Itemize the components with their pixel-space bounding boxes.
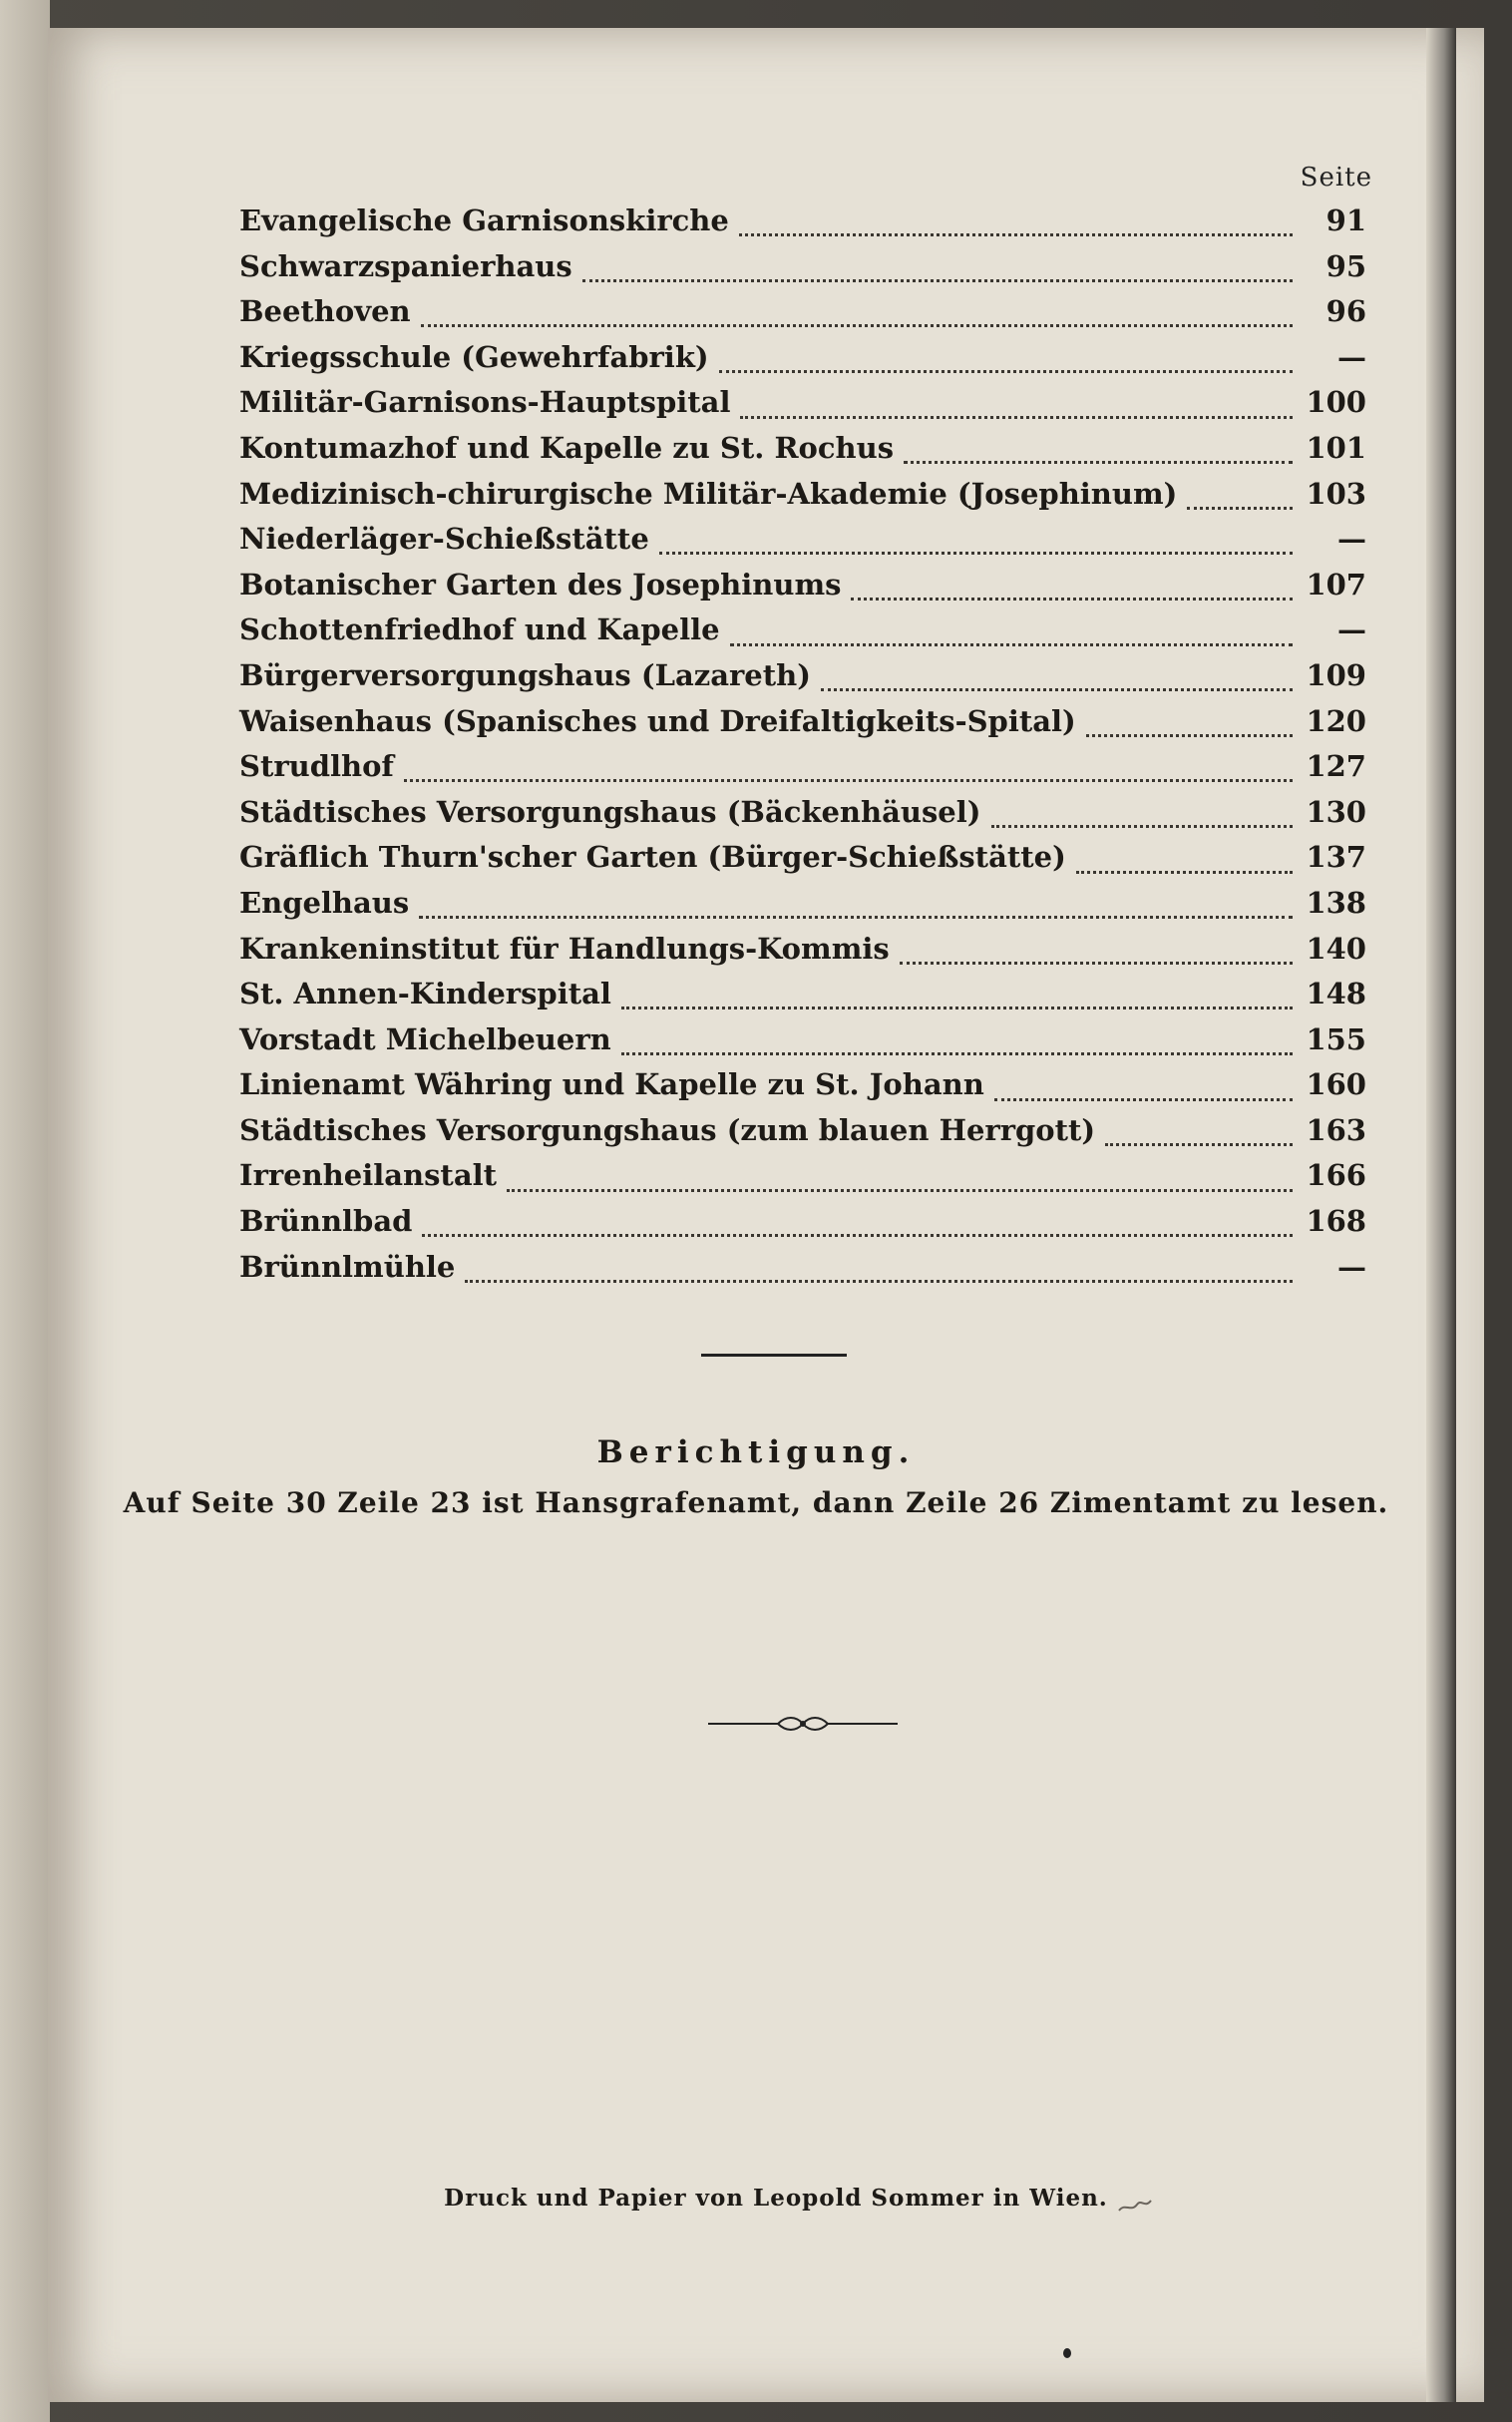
- toc-entry-title: Niederläger-Schießstätte: [239, 522, 649, 557]
- toc-entry-page: 155: [1306, 1021, 1366, 1056]
- toc-entry-title: Strudlhof: [239, 749, 394, 784]
- toc-entry: [239, 249, 1366, 295]
- leader-dots: [991, 807, 1294, 828]
- leader-dots: [507, 1171, 1293, 1192]
- toc-entry: [239, 1204, 1366, 1250]
- toc-entry-page: 107: [1306, 567, 1366, 602]
- leader-dots: [404, 761, 1293, 782]
- toc-entry-page: 120: [1306, 703, 1366, 738]
- toc-entry-title: Städtisches Versorgungshaus (Bäckenhäusel): [239, 794, 981, 829]
- leader-dots: [821, 670, 1293, 691]
- errata-heading: Berichtigung.: [596, 1434, 916, 1470]
- toc-entry-title: Evangelische Garnisonskirche: [239, 203, 729, 237]
- toc-entry-title: Beethoven: [239, 294, 411, 329]
- toc-entry: [239, 1250, 1366, 1296]
- toc-entry-title: Gräflich Thurn'scher Garten (Bürger-Schießstätte): [239, 840, 1066, 875]
- leader-dots: [1187, 489, 1293, 510]
- toc-entry: [239, 704, 1366, 750]
- toc-entry: [239, 658, 1366, 704]
- toc-entry-title: Linienamt Währing und Kapelle zu St. Johann: [239, 1067, 984, 1102]
- toc-entry-title: Kriegsschule (Gewehrfabrik): [239, 339, 709, 374]
- toc-entry: [239, 612, 1366, 658]
- toc-entry-page: 95: [1325, 248, 1366, 283]
- toc-entry-page: 168: [1306, 1204, 1366, 1239]
- toc-entry-page: 148: [1306, 977, 1366, 1011]
- toc-entry-page: 91: [1325, 203, 1366, 237]
- toc-entry-title: Kontumazhof und Kapelle zu St. Rochus: [239, 430, 895, 465]
- toc-entry-title: Krankeninstitut für Handlungs-Kommis: [239, 931, 890, 966]
- leader-dots: [719, 352, 1293, 373]
- toc-entry-title: Irrenheilanstalt: [239, 1158, 498, 1193]
- toc-entry-page: —: [1337, 1249, 1366, 1284]
- toc-entry: [239, 932, 1366, 978]
- table-of-contents: [239, 203, 1366, 1295]
- leader-dots: [900, 944, 1293, 965]
- toc-entry-title: Schwarzspanierhaus: [239, 248, 572, 283]
- section-divider: [701, 1354, 847, 1357]
- toc-entry-title: Waisenhaus (Spanisches und Dreifaltigkeits-Spital): [239, 703, 1076, 738]
- toc-entry-page: 96: [1325, 294, 1366, 329]
- toc-entry: [239, 1067, 1366, 1113]
- leader-dots: [994, 1080, 1293, 1101]
- toc-entry-title: Schottenfriedhof und Kapelle: [239, 612, 720, 647]
- toc-entry-title: Engelhaus: [239, 885, 410, 920]
- pencil-scribble-icon: [1115, 2183, 1155, 2222]
- toc-entry: [239, 1158, 1366, 1204]
- toc-entry: [239, 522, 1366, 568]
- leader-dots: [851, 580, 1293, 601]
- leader-dots: [1105, 1125, 1293, 1146]
- toc-entry: [239, 1113, 1366, 1159]
- toc-entry-page: —: [1337, 522, 1366, 557]
- toc-entry: [239, 795, 1366, 841]
- toc-entry-title: Brünnlbad: [239, 1204, 413, 1239]
- toc-entry-page: 130: [1306, 794, 1366, 829]
- toc-entry: [239, 294, 1366, 340]
- toc-entry: [239, 203, 1366, 249]
- page-column-header: Seite: [1300, 163, 1372, 193]
- toc-entry: [239, 749, 1366, 795]
- binding-edge: [0, 0, 50, 2422]
- toc-entry-title: Vorstadt Michelbeuern: [239, 1021, 611, 1056]
- leader-dots: [621, 1034, 1293, 1055]
- toc-entry-page: 166: [1306, 1158, 1366, 1193]
- printer-imprint: Druck und Papier von Leopold Sommer in Wien.: [444, 2185, 1108, 2212]
- toc-entry-page: 127: [1306, 749, 1366, 784]
- toc-entry: [239, 477, 1366, 523]
- toc-entry-title: St. Annen-Kinderspital: [239, 977, 611, 1011]
- toc-entry-page: 138: [1306, 885, 1366, 920]
- toc-entry-page: 140: [1306, 931, 1366, 966]
- leader-dots: [659, 534, 1293, 555]
- ink-speck: [1063, 2348, 1071, 2358]
- toc-entry-title: Brünnlmühle: [239, 1249, 456, 1284]
- toc-entry-page: 101: [1306, 430, 1366, 465]
- errata-text: Auf Seite 30 Zeile 23 ist Hansgrafenamt, dann Zeile 26 Zimentamt zu lesen.: [123, 1486, 1389, 1519]
- leader-dots: [730, 625, 1293, 646]
- leader-dots: [422, 1216, 1293, 1237]
- toc-entry-page: —: [1337, 612, 1366, 647]
- toc-entry-page: 160: [1306, 1067, 1366, 1102]
- ornament-rule-icon: [708, 1714, 898, 1734]
- page-edge: [1426, 28, 1456, 2402]
- toc-entry: [239, 568, 1366, 613]
- toc-entry-title: Botanischer Garten des Josephinums: [239, 567, 842, 602]
- toc-entry-page: 137: [1306, 840, 1366, 875]
- leader-dots: [1076, 853, 1293, 874]
- leader-dots: [904, 443, 1293, 464]
- leader-dots: [621, 989, 1293, 1009]
- leader-dots: [1086, 716, 1293, 737]
- toc-entry-page: 163: [1306, 1112, 1366, 1147]
- toc-entry-page: 100: [1306, 385, 1366, 420]
- toc-entry-page: —: [1337, 339, 1366, 374]
- toc-entry: [239, 431, 1366, 477]
- leader-dots: [582, 261, 1293, 282]
- leader-dots: [739, 215, 1293, 236]
- toc-entry-title: Militär-Garnisons-Hauptspital: [239, 385, 731, 420]
- toc-entry-title: Städtisches Versorgungshaus (zum blauen Herrgott): [239, 1112, 1096, 1147]
- toc-entry: [239, 340, 1366, 386]
- toc-entry: [239, 886, 1366, 932]
- toc-entry: [239, 385, 1366, 431]
- toc-entry: [239, 977, 1366, 1022]
- toc-entry: [239, 1022, 1366, 1068]
- toc-entry-page: 103: [1306, 476, 1366, 511]
- toc-entry-title: Bürgerversorgungshaus (Lazareth): [239, 657, 811, 692]
- leader-dots: [465, 1262, 1293, 1283]
- leader-dots: [419, 898, 1293, 919]
- toc-entry-title: Medizinisch-chirurgische Militär-Akademie (Josephinum): [239, 476, 1178, 511]
- leader-dots: [421, 306, 1293, 327]
- leader-dots: [740, 398, 1293, 419]
- toc-entry: [239, 840, 1366, 886]
- toc-entry-page: 109: [1306, 657, 1366, 692]
